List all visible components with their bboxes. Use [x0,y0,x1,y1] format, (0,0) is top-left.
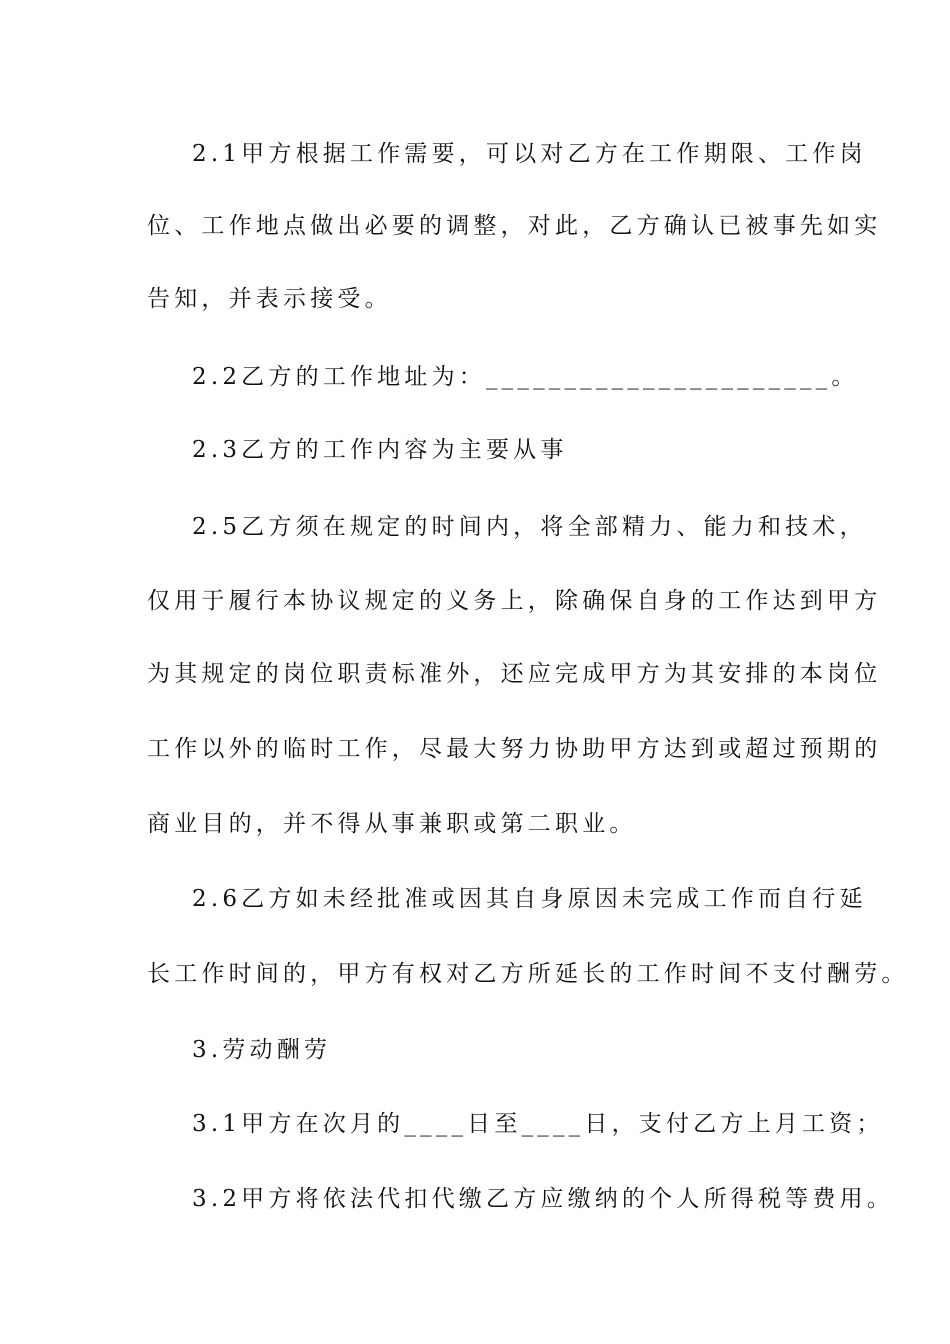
clause-2-6-line-1: 2.6乙方如未经批准或因其自身原因未完成工作而自行延 [192,886,867,912]
clause-3-2: 3.2甲方将依法代扣代缴乙方应缴纳的个人所得税等费用。 [192,1186,894,1212]
clause-2-1-line-1: 2.1甲方根据工作需要，可以对乙方在工作期限、工作岗 [192,141,867,167]
clause-2-3: 2.3乙方的工作内容为主要从事 [192,437,568,463]
clause-2-6-line-2: 长工作时间的，甲方有权对乙方所延长的工作时间不支付酬劳。 [147,961,909,987]
clause-3-1: 3.1甲方在次月的____日至____日，支付乙方上月工资； [192,1111,884,1137]
clause-2-5-line-4: 工作以外的临时工作，尽最大努力协助甲方达到或超过预期的 [147,736,882,762]
clause-2-5-line-2: 仅用于履行本协议规定的义务上，除确保自身的工作达到甲方 [147,588,882,614]
clause-2-1-line-3: 告知，并表示接受。 [147,286,392,312]
clause-2-1-line-2: 位、工作地点做出必要的调整，对此，乙方确认已被事先如实 [147,213,882,239]
section-3-heading: 3.劳动酬劳 [192,1037,332,1063]
clause-2-5-line-1: 2.5乙方须在规定的时间内，将全部精力、能力和技术， [192,514,867,540]
clause-2-5-line-5: 商业目的，并不得从事兼职或第二职业。 [147,811,637,837]
clause-2-5-line-3: 为其规定的岗位职责标准外，还应完成甲方为其安排的本岗位 [147,661,882,687]
clause-2-2: 2.2乙方的工作地址为：______________________。 [192,364,859,390]
